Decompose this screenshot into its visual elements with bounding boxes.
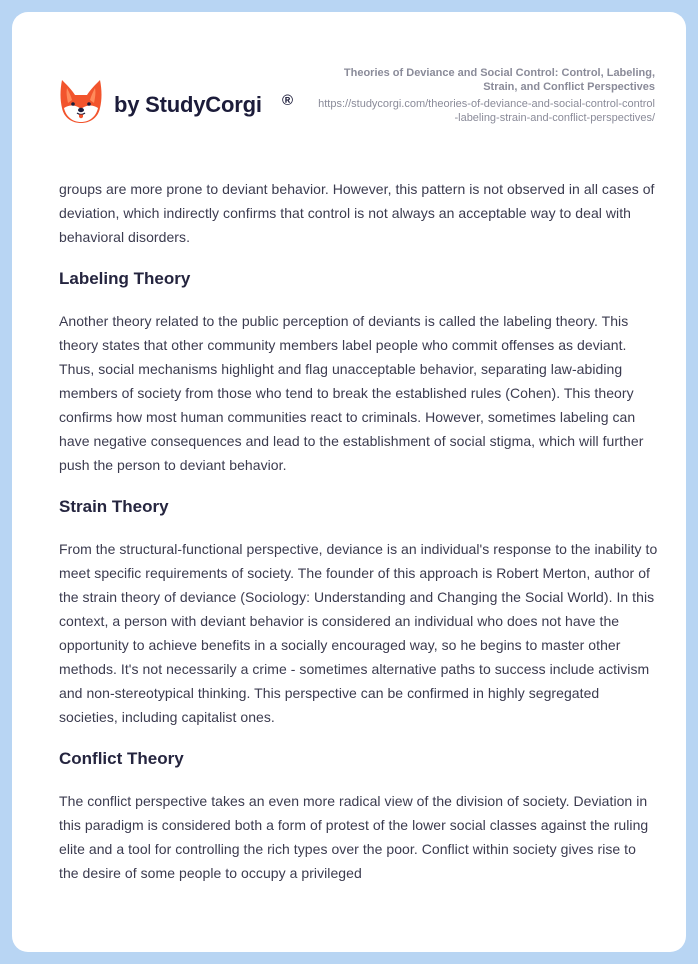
intro-paragraph: groups are more prone to deviant behavior. However, this pattern is not observed in all cases of deviation, which indirectly confirms that control is not always an acceptable way to deal with behavioral disorders. [59, 181, 655, 245]
document-meta [315, 66, 655, 125]
paragraph-strain-theory: From the structural-functional perspective, deviance is an individual's response to the inability to meet specific requirements of society. The founder of this approach is Robert Merton, author of the strain theory of deviance (Sociology: Understanding and Changing the Social World). In this context, a person with deviant behavior is considered an individual who does not have the opportunity to achieve benefits in a socially encouraged way, so he begins to master other methods. It's not necessarily a crime - sometimes alternative paths to success include activism and non-stereotypical thinking. This perspective can be confirmed in highly segregated societies, including capitalist ones. [59, 541, 658, 725]
logo-wordmark: by StudyCorgi [114, 92, 262, 117]
document-url-link[interactable]: https://studycorgi.com/theories-of-deviance-and-social-control-control-labeling-strain-and-conflict-perspectives/ [318, 98, 655, 124]
document-title: Theories of Deviance and Social Control: Control, Labeling, Strain, and Conflict Perspectives [343, 67, 655, 93]
paragraph-conflict-theory: The conflict perspective takes an even more radical view of the division of society. Deviation in this paradigm is considered both a form of protest of the lower social classes against the ruling elite and a tool for controlling the rich types over the poor. Conflict within society gives rise to the desire of some people to occupy a privileged [59, 793, 649, 881]
heading-conflict-theory: Conflict Theory [59, 749, 184, 768]
corgi-logo-icon [60, 78, 102, 124]
heading-labeling-theory: Labeling Theory [59, 269, 191, 288]
paragraph-labeling-theory: Another theory related to the public perception of deviants is called the labeling theory. This theory states that other community members label people who commit offenses as deviant. Thus, social mechanisms highlight and flag unacceptable behavior, separating law-abiding members of society from those who tend to break the established rules (Cohen). This theory confirms how most human communities react to criminals. However, sometimes labeling can have negative consequences and lead to the establishment of social stigma, which will further push the person to deviant behavior. [59, 313, 644, 473]
document-body [59, 177, 659, 885]
document-page [12, 12, 686, 952]
heading-strain-theory: Strain Theory [59, 497, 169, 516]
studycorgi-logo-link[interactable] [60, 76, 294, 126]
page-header [12, 12, 686, 162]
registered-mark-icon: ® [282, 92, 294, 109]
